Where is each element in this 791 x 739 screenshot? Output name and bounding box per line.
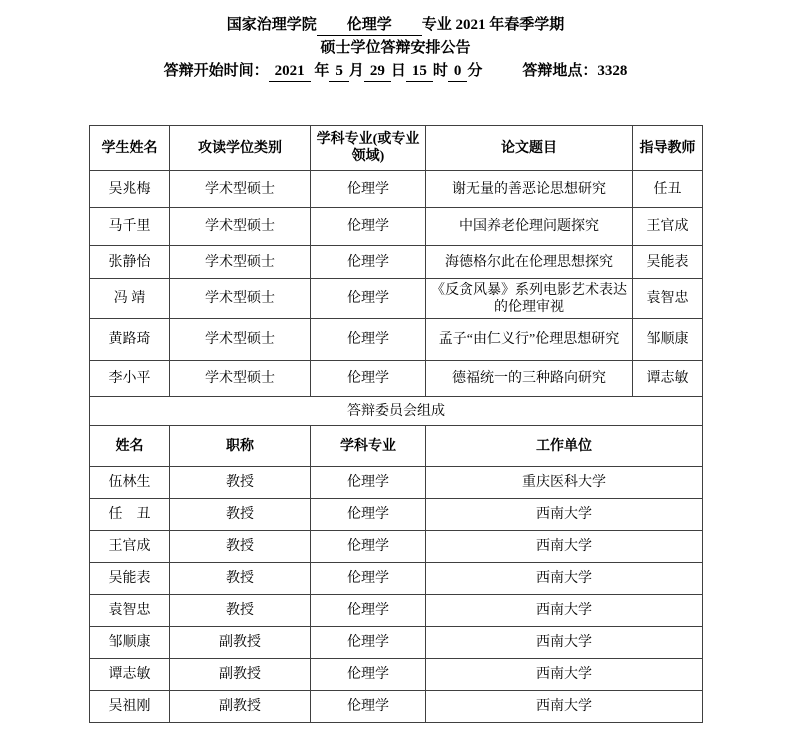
student-thesis: 中国养老伦理问题探究 <box>426 208 633 246</box>
time-hour-unit: 时 <box>432 63 448 79</box>
student-row <box>90 279 703 319</box>
student-degree: 学术型硕士 <box>170 361 311 397</box>
member-major: 伦理学 <box>311 467 426 499</box>
student-advisor: 袁智忠 <box>633 279 703 319</box>
student-advisor: 谭志敏 <box>633 361 703 397</box>
member-title: 教授 <box>170 499 311 531</box>
member-name: 王官成 <box>90 531 170 563</box>
student-name: 李小平 <box>90 361 170 397</box>
member-org: 西南大学 <box>426 691 703 723</box>
time-hour: 15 <box>406 62 433 82</box>
member-title: 教授 <box>170 595 311 627</box>
col-header-member-org: 工作单位 <box>426 426 703 467</box>
member-major: 伦理学 <box>311 691 426 723</box>
student-degree: 学术型硕士 <box>170 279 311 319</box>
student-advisor: 任丑 <box>633 171 703 208</box>
time-month: 5 <box>329 62 349 82</box>
committee-row <box>90 531 703 563</box>
student-row <box>90 319 703 361</box>
time-minute: 0 <box>448 62 468 82</box>
time-year: 2021 <box>269 62 311 82</box>
student-name: 吴兆梅 <box>90 171 170 208</box>
semester-text: 专业 2021 年春季学期 <box>421 17 565 33</box>
student-degree: 学术型硕士 <box>170 246 311 279</box>
time-year-unit: 年 <box>314 63 330 79</box>
student-advisor: 王官成 <box>633 208 703 246</box>
time-day-unit: 日 <box>390 63 406 79</box>
member-title: 副教授 <box>170 627 311 659</box>
title-line-2: 硕士学位答辩安排公告 <box>320 40 471 56</box>
students-header-row <box>90 126 703 171</box>
committee-row <box>90 467 703 499</box>
member-org: 西南大学 <box>426 531 703 563</box>
student-major: 伦理学 <box>311 171 426 208</box>
student-thesis: 德福统一的三种路向研究 <box>426 361 633 397</box>
member-title: 副教授 <box>170 659 311 691</box>
student-degree: 学术型硕士 <box>170 171 311 208</box>
member-major: 伦理学 <box>311 627 426 659</box>
student-row <box>90 246 703 279</box>
major-blank: 伦理学 <box>317 16 422 36</box>
col-header-member-name: 姓名 <box>90 426 170 467</box>
member-title: 副教授 <box>170 691 311 723</box>
student-major: 伦理学 <box>311 361 426 397</box>
member-name: 邹顺康 <box>90 627 170 659</box>
col-header-member-title: 职称 <box>170 426 311 467</box>
member-org: 西南大学 <box>426 563 703 595</box>
member-major: 伦理学 <box>311 595 426 627</box>
member-title: 教授 <box>170 563 311 595</box>
member-major: 伦理学 <box>311 563 426 595</box>
member-name: 吴能表 <box>90 563 170 595</box>
committee-section-title: 答辩委员会组成 <box>90 397 703 426</box>
student-major: 伦理学 <box>311 246 426 279</box>
member-org: 西南大学 <box>426 499 703 531</box>
member-org: 重庆医科大学 <box>426 467 703 499</box>
location-value: 3328 <box>597 63 628 79</box>
student-thesis: 《反贪风暴》系列电影艺术表达的伦理审视 <box>426 279 633 319</box>
member-org: 西南大学 <box>426 595 703 627</box>
student-name: 马千里 <box>90 208 170 246</box>
committee-row <box>90 659 703 691</box>
member-name: 袁智忠 <box>90 595 170 627</box>
member-major: 伦理学 <box>311 531 426 563</box>
student-name: 黄路琦 <box>90 319 170 361</box>
col-header-discipline: 学科专业(或专业领域) <box>311 126 426 171</box>
student-advisor: 邹顺康 <box>633 319 703 361</box>
col-header-member-discipline: 学科专业 <box>311 426 426 467</box>
member-name: 任 丑 <box>90 499 170 531</box>
member-org: 西南大学 <box>426 659 703 691</box>
college-name: 国家治理学院 <box>226 17 317 33</box>
member-name: 吴祖刚 <box>90 691 170 723</box>
committee-row <box>90 691 703 723</box>
student-row <box>90 361 703 397</box>
student-advisor: 吴能表 <box>633 246 703 279</box>
title-line-3 <box>0 60 791 83</box>
committee-header-row <box>90 426 703 467</box>
committee-row <box>90 595 703 627</box>
student-degree: 学术型硕士 <box>170 208 311 246</box>
student-thesis: 谢无量的善恶论思想研究 <box>426 171 633 208</box>
time-minute-unit: 分 <box>467 63 483 79</box>
time-label: 答辩开始时间： <box>163 63 269 79</box>
member-major: 伦理学 <box>311 659 426 691</box>
student-row <box>90 171 703 208</box>
member-title: 教授 <box>170 467 311 499</box>
student-degree: 学术型硕士 <box>170 319 311 361</box>
student-name: 张静怡 <box>90 246 170 279</box>
committee-row <box>90 563 703 595</box>
student-major: 伦理学 <box>311 208 426 246</box>
committee-row <box>90 499 703 531</box>
defense-schedule-table <box>89 125 703 723</box>
col-header-advisor: 指导教师 <box>633 126 703 171</box>
member-org: 西南大学 <box>426 627 703 659</box>
committee-section-row <box>90 397 703 426</box>
col-header-thesis-title: 论文题目 <box>426 126 633 171</box>
student-name: 冯 靖 <box>90 279 170 319</box>
member-major: 伦理学 <box>311 499 426 531</box>
committee-row <box>90 627 703 659</box>
member-title: 教授 <box>170 531 311 563</box>
location-label: 答辩地点： <box>522 63 598 79</box>
col-header-degree-type: 攻读学位类别 <box>170 126 311 171</box>
student-major: 伦理学 <box>311 319 426 361</box>
time-day: 29 <box>364 62 391 82</box>
col-header-student-name: 学生姓名 <box>90 126 170 171</box>
member-name: 伍林生 <box>90 467 170 499</box>
document-header <box>0 0 791 83</box>
student-thesis: 海德格尔此在伦理思想探究 <box>426 246 633 279</box>
student-thesis: 孟子“由仁义行”伦理思想研究 <box>426 319 633 361</box>
time-month-unit: 月 <box>348 63 364 79</box>
title-line-1 <box>0 14 791 37</box>
member-name: 谭志敏 <box>90 659 170 691</box>
student-row <box>90 208 703 246</box>
student-major: 伦理学 <box>311 279 426 319</box>
